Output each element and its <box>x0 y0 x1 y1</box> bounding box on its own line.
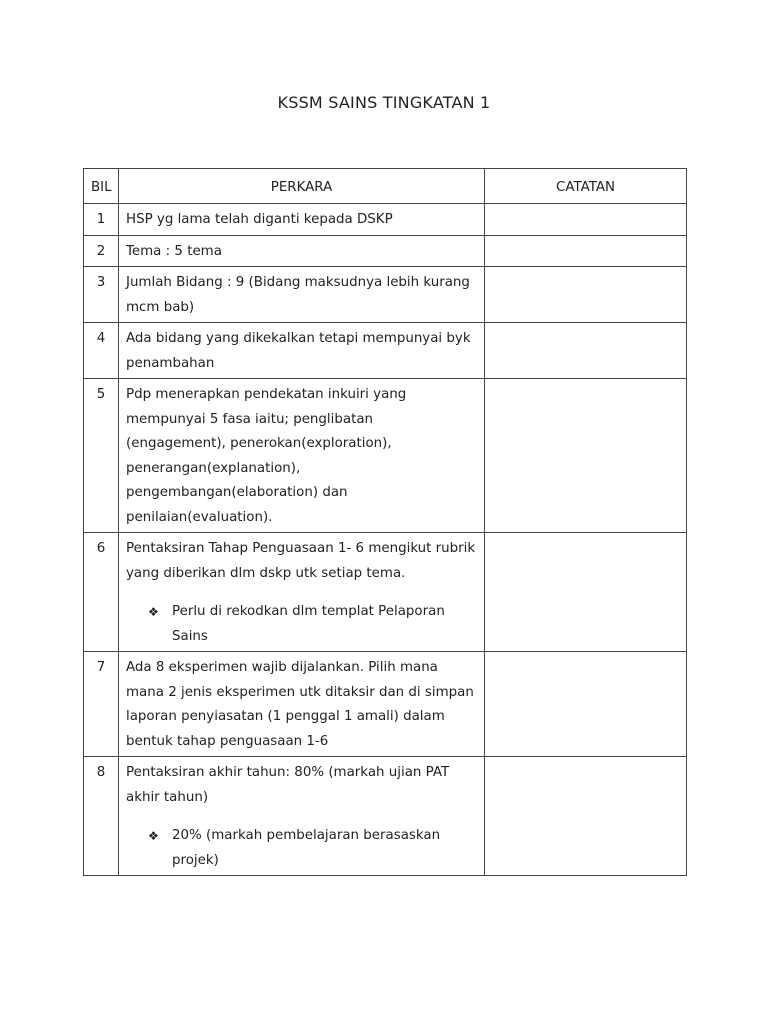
row-number: 3 <box>84 267 119 323</box>
diamond-bullet-icon: ❖ <box>148 829 159 843</box>
row-catatan <box>485 235 687 267</box>
table-row <box>84 204 687 236</box>
table-row <box>84 379 687 533</box>
row-perkara: Jumlah Bidang : 9 (Bidang maksudnya lebih kurang mcm bab) <box>119 267 485 323</box>
header-perkara: PERKARA <box>119 169 485 204</box>
row-catatan <box>485 652 687 757</box>
row-number: 2 <box>84 235 119 267</box>
row-perkara: HSP yg lama telah diganti kepada DSKP <box>119 204 485 236</box>
row-number: 1 <box>84 204 119 236</box>
diamond-bullet-icon: ❖ <box>148 605 159 619</box>
table-row <box>84 652 687 757</box>
row-perkara: Tema : 5 tema <box>119 235 485 267</box>
row-perkara <box>119 533 485 652</box>
bullet-text: Perlu di rekodkan dlm templat Pelaporan Sains <box>172 604 445 644</box>
row-perkara: Pdp menerapkan pendekatan inkuiri yang mempunyai 5 fasa iaitu; penglibatan (engagement), penerokan(exploration), penerangan(explanation), pengembangan(elaboration) dan penilaian(evaluation). <box>119 379 485 533</box>
bullet-item <box>126 600 477 649</box>
row-number: 5 <box>84 379 119 533</box>
page-title: KSSM SAINS TINGKATAN 1 <box>277 93 491 112</box>
row-number: 4 <box>84 323 119 379</box>
row-perkara: Ada 8 eksperimen wajib dijalankan. Pilih mana mana 2 jenis eksperimen utk ditaksir dan di simpan laporan penyiasatan (1 penggal 1 amali) dalam bentuk tahap penguasaan 1-6 <box>119 652 485 757</box>
bullet-item <box>126 824 477 873</box>
table-row <box>84 323 687 379</box>
row-catatan <box>485 757 687 876</box>
header-catatan: CATATAN <box>485 169 687 204</box>
row-catatan <box>485 379 687 533</box>
row-number: 7 <box>84 652 119 757</box>
header-bil: BIL <box>84 169 119 204</box>
row-catatan <box>485 323 687 379</box>
row-perkara <box>119 757 485 876</box>
table-row <box>84 235 687 267</box>
row-catatan <box>485 204 687 236</box>
table-row <box>84 533 687 652</box>
row-number: 8 <box>84 757 119 876</box>
table-header-row <box>84 169 687 204</box>
row-perkara: Ada bidang yang dikekalkan tetapi mempunyai byk penambahan <box>119 323 485 379</box>
row-number: 6 <box>84 533 119 652</box>
table-row <box>84 757 687 876</box>
table-row <box>84 267 687 323</box>
row-catatan <box>485 267 687 323</box>
row-catatan <box>485 533 687 652</box>
bullet-text: 20% (markah pembelajaran berasaskan projek) <box>172 828 441 868</box>
row-perkara-text: Pentaksiran Tahap Penguasaan 1- 6 mengikut rubrik yang diberikan dlm dskp utk setiap tema. <box>126 541 476 581</box>
content-table <box>83 168 687 876</box>
row-perkara-text: Pentaksiran akhir tahun: 80% (markah ujian PAT akhir tahun) <box>126 765 450 805</box>
